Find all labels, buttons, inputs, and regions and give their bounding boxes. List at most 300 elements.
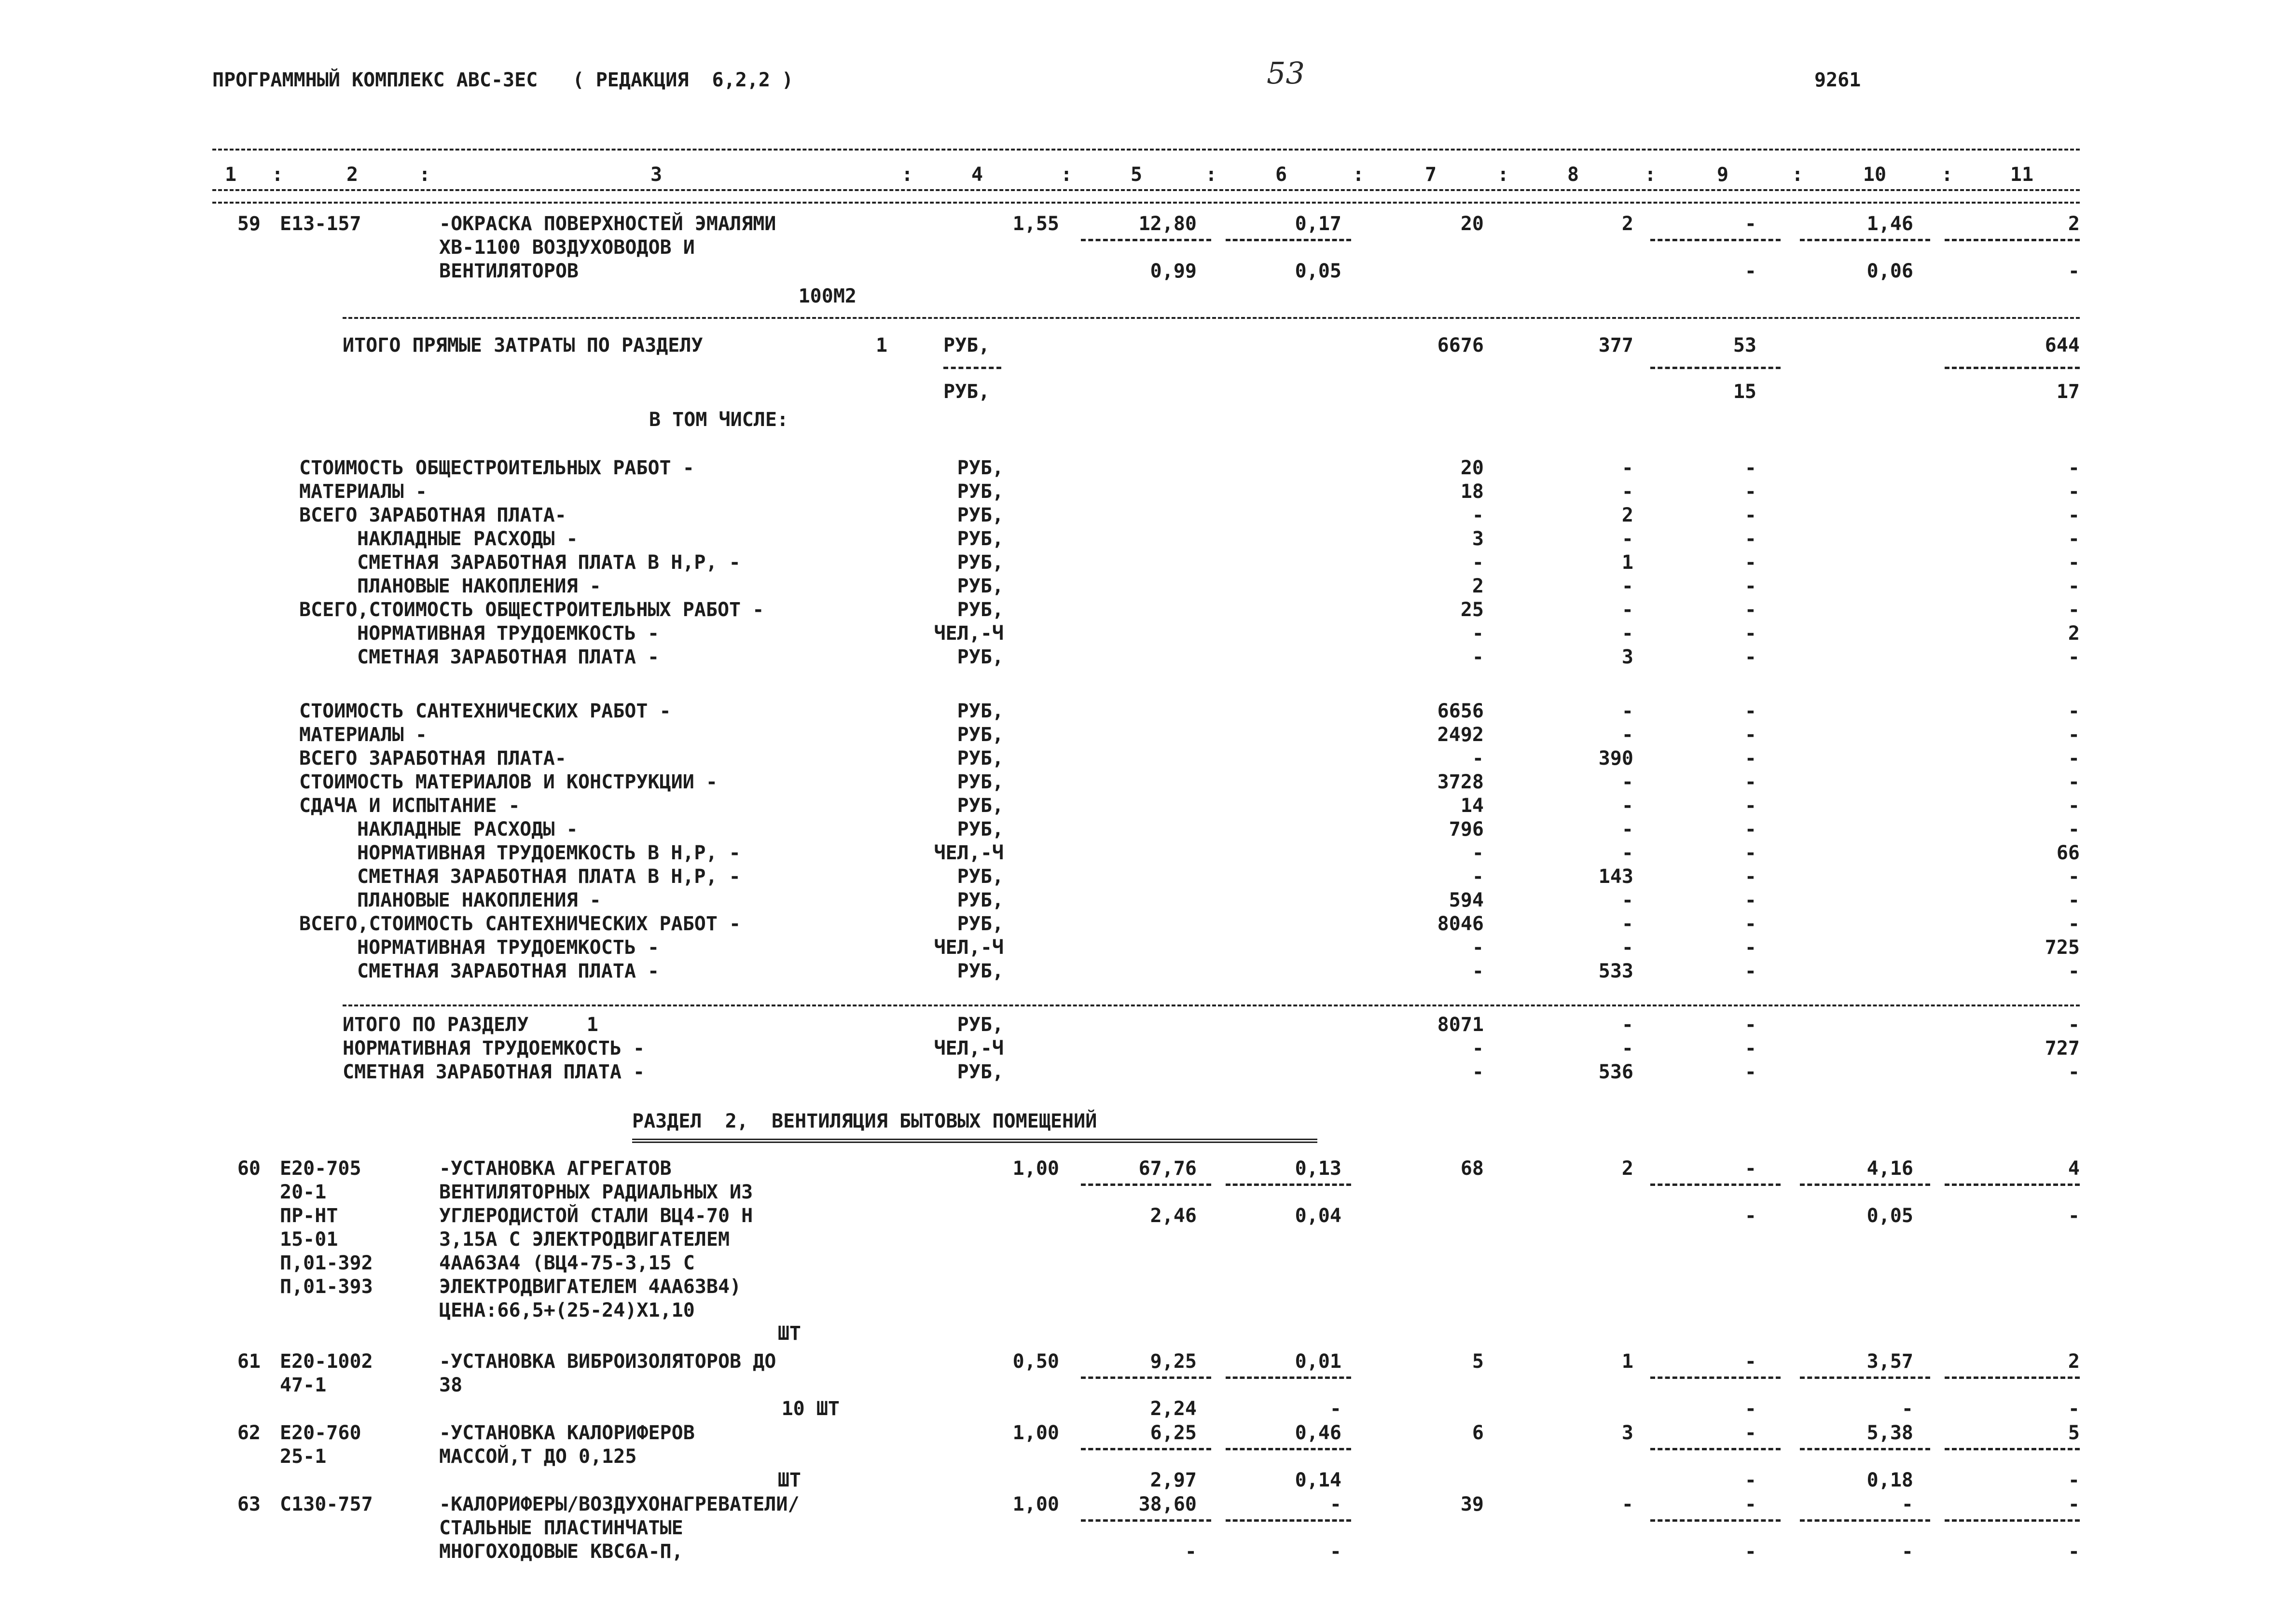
item-c11-upper: 4 [2068, 1157, 2080, 1180]
column-header-5: 5 [1130, 164, 1143, 186]
summary-c11: - [2068, 481, 2080, 503]
summary-unit: РУБ, [957, 818, 1004, 840]
summary-c11: - [2068, 818, 2080, 840]
summary-label: НАКЛАДНЫЕ РАСХОДЫ - [357, 528, 578, 550]
item-c8: - [1621, 1493, 1633, 1515]
summary-unit: РУБ, [957, 700, 1004, 722]
summary-label: СТОИМОСТЬ ОБЩЕСТРОИТЕЛЬНЫХ РАБОТ - [299, 457, 694, 479]
item-c6-lower: - [1329, 1541, 1341, 1563]
item-c6-upper: - [1329, 1493, 1341, 1515]
section-total-c8: 536 [1598, 1061, 1633, 1083]
total-direct-c11-lower: 17 [2056, 381, 2080, 403]
summary-c8: - [1621, 622, 1633, 645]
item-c5-lower: - [1185, 1541, 1197, 1563]
item-description: -КАЛОРИФЕРЫ/ВОЗДУХОНАГРЕВАТЕЛИ/ [439, 1493, 800, 1515]
summary-unit: РУБ, [957, 551, 1004, 574]
summary-label: МАТЕРИАЛЫ - [299, 481, 427, 503]
item-description: ЭЛЕКТРОДВИГАТЕЛЕМ 4АА63В4) [439, 1276, 742, 1298]
item-quantity: 1,00 [1012, 1422, 1059, 1444]
summary-label: ВСЕГО,СТОИМОСТЬ САНТЕХНИЧЕСКИХ РАБОТ - [299, 913, 741, 935]
item-c10-upper: 3,57 [1866, 1350, 1913, 1373]
item-code: П,01-392 [280, 1252, 373, 1274]
section-total-c7: - [1472, 1037, 1484, 1060]
summary-c7: - [1472, 622, 1484, 645]
item-c11-lower: - [2068, 1398, 2080, 1420]
summary-c8: - [1621, 795, 1633, 817]
summary-unit: РУБ, [957, 599, 1004, 621]
column-separator: : [1497, 164, 1509, 186]
column-header-1: 1 [224, 164, 237, 186]
summary-c11: - [2068, 457, 2080, 479]
summary-unit: РУБ, [957, 504, 1004, 526]
item-c6-upper: 0,13 [1295, 1157, 1341, 1180]
item-c10-lower: - [1901, 1398, 1913, 1420]
item-subrule-c6 [1226, 239, 1351, 241]
item-subrule-c10 [1800, 1376, 1930, 1379]
summary-unit: РУБ, [957, 646, 1004, 668]
summary-c9: - [1744, 700, 1756, 722]
item-description: СТАЛЬНЫЕ ПЛАСТИНЧАТЫЕ [439, 1517, 683, 1539]
item-number: 60 [237, 1157, 261, 1180]
summary-label: ВСЕГО,СТОИМОСТЬ ОБЩЕСТРОИТЕЛЬНЫХ РАБОТ - [299, 599, 764, 621]
item-description: 3,15А С ЭЛЕКТРОДВИГАТЕЛЕМ [439, 1228, 730, 1251]
item-c7: 20 [1460, 213, 1484, 235]
summary-c11: 725 [2045, 936, 2080, 959]
summary-c9: - [1744, 575, 1756, 597]
summary-c7: - [1472, 866, 1484, 888]
item-c11-upper: - [2068, 1493, 2080, 1515]
document-code: 9261 [1814, 69, 1861, 91]
section-total-c8: - [1621, 1037, 1633, 1060]
summary-c11: - [2068, 866, 2080, 888]
section-total-c9: - [1744, 1014, 1756, 1036]
item-subrule-c10 [1800, 1519, 1930, 1522]
summary-c8: - [1621, 528, 1633, 550]
item-number: 59 [237, 213, 261, 235]
summary-unit: РУБ, [957, 771, 1004, 793]
column-separator: : [1941, 164, 1953, 186]
item-c6-lower: 0,04 [1295, 1205, 1341, 1227]
item-c10-lower: 0,05 [1866, 1205, 1913, 1227]
column-separator: : [1061, 164, 1073, 186]
total-c11-rule [1945, 367, 2080, 369]
summary-c9: - [1744, 747, 1756, 770]
item-subrule-c10 [1800, 1184, 1930, 1186]
summary-c7: 3728 [1437, 771, 1484, 793]
program-header: ПРОГРАММНЫЙ КОМПЛЕКС АВС-ЗЕС ( РЕДАКЦИЯ 6,2,2 ) [212, 69, 794, 91]
item-c6-lower: - [1329, 1398, 1341, 1420]
summary-c9: - [1744, 481, 1756, 503]
summary-c9: - [1744, 724, 1756, 746]
item-quantity: 1,00 [1012, 1157, 1059, 1180]
summary-unit: РУБ, [957, 747, 1004, 770]
total-unit-rule [943, 367, 1001, 369]
summary-c8: - [1621, 771, 1633, 793]
item-subrule-c6 [1226, 1376, 1351, 1379]
item-c6-upper: 0,01 [1295, 1350, 1341, 1373]
item-c10-upper: 5,38 [1866, 1422, 1913, 1444]
item-c9-upper: - [1744, 1422, 1756, 1444]
item-description: ЦЕНА:66,5+(25-24)Х1,10 [439, 1299, 695, 1321]
item-subrule-c11 [1945, 1448, 2080, 1450]
summary-c7: - [1472, 504, 1484, 526]
item-code: 47-1 [280, 1374, 327, 1396]
section-total-label: НОРМАТИВНАЯ ТРУДОЕМКОСТЬ - [343, 1037, 645, 1060]
top-rule [212, 149, 2080, 151]
item-c9-lower: - [1744, 1205, 1756, 1227]
total-c9-rule [1650, 367, 1781, 369]
summary-c8: - [1621, 481, 1633, 503]
section-total-unit: РУБ, [957, 1061, 1004, 1083]
summary-c7: 3 [1472, 528, 1484, 550]
column-header-8: 8 [1567, 164, 1579, 186]
section-total-unit: ЧЕЛ,-Ч [934, 1037, 1004, 1060]
item-c11-lower: - [2068, 260, 2080, 282]
item-description: 4АА63А4 (ВЦ4-75-3,15 С [439, 1252, 695, 1274]
item-subrule-c10 [1800, 239, 1930, 241]
item-c9-lower: - [1744, 260, 1756, 282]
summary-c9: - [1744, 960, 1756, 982]
item-subrule-c9 [1650, 1184, 1781, 1186]
item-code: 25-1 [280, 1445, 327, 1468]
item-c8: 2 [1621, 213, 1633, 235]
section-total-label: ИТОГО ПО РАЗДЕЛУ 1 [343, 1014, 598, 1036]
item-description: ВЕНТИЛЯТОРНЫХ РАДИАЛЬНЫХ ИЗ [439, 1181, 753, 1203]
item-c11-upper: 2 [2068, 213, 2080, 235]
summary-unit: РУБ, [957, 913, 1004, 935]
section-total-c9: - [1744, 1037, 1756, 1060]
summary-label: ПЛАНОВЫЕ НАКОПЛЕНИЯ - [357, 575, 601, 597]
section-2-title: РАЗДЕЛ 2, ВЕНТИЛЯЦИЯ БЫТОВЫХ ПОМЕЩЕНИЙ [632, 1110, 1097, 1132]
item-description: ВЕНТИЛЯТОРОВ [439, 260, 579, 282]
item-subrule-c9 [1650, 239, 1781, 241]
summary-c7: 2492 [1437, 724, 1484, 746]
item-c9-lower: - [1744, 1398, 1756, 1420]
total-direct-c9: 53 [1733, 334, 1756, 357]
item-subrule-c6 [1226, 1184, 1351, 1186]
item-subrule-c6 [1226, 1448, 1351, 1450]
summary-label: СТОИМОСТЬ МАТЕРИАЛОВ И КОНСТРУКЦИИ - [299, 771, 718, 793]
item-code: Е20-760 [280, 1422, 361, 1444]
summary-c8: - [1621, 457, 1633, 479]
summary-label: ВСЕГО ЗАРАБОТНАЯ ПЛАТА- [299, 504, 567, 526]
summary-unit: РУБ, [957, 528, 1004, 550]
summary-c7: 2 [1472, 575, 1484, 597]
item-c11-lower: - [2068, 1205, 2080, 1227]
summary-unit: РУБ, [957, 866, 1004, 888]
summary-c8: - [1621, 913, 1633, 935]
summary-c11: - [2068, 795, 2080, 817]
summary-unit: РУБ, [957, 724, 1004, 746]
summary-c8: - [1621, 842, 1633, 864]
summary-c7: - [1472, 936, 1484, 959]
summary-label: СТОИМОСТЬ САНТЕХНИЧЕСКИХ РАБОТ - [299, 700, 671, 722]
column-header-2: 2 [346, 164, 359, 186]
summary-unit: ЧЕЛ,-Ч [934, 622, 1004, 645]
summary-c11: - [2068, 771, 2080, 793]
item-description: -ОКРАСКА ПОВЕРХНОСТЕЙ ЭМАЛЯМИ [439, 213, 776, 235]
total-direct-c9-lower: 15 [1733, 381, 1756, 403]
item-subrule-c5 [1081, 239, 1211, 241]
summary-label: СМЕТНАЯ ЗАРАБОТНАЯ ПЛАТА В Н,Р, - [357, 866, 741, 888]
column-separator: : [1792, 164, 1804, 186]
item-subrule-c11 [1945, 1519, 2080, 1522]
item-code: П,01-393 [280, 1276, 373, 1298]
section-total-c11: - [2068, 1014, 2080, 1036]
summary-unit: РУБ, [957, 960, 1004, 982]
section-total-unit: РУБ, [957, 1014, 1004, 1036]
item-code: 15-01 [280, 1228, 338, 1251]
summary-c9: - [1744, 457, 1756, 479]
item-quantity: 1,00 [1012, 1493, 1059, 1515]
item-subrule-c5 [1081, 1519, 1211, 1522]
item-c10-upper: 1,46 [1866, 213, 1913, 235]
summary-c8: - [1621, 700, 1633, 722]
summary-label: НАКЛАДНЫЕ РАСХОДЫ - [357, 818, 578, 840]
item-c5-lower: 2,97 [1150, 1469, 1197, 1491]
column-header-7: 7 [1424, 164, 1437, 186]
column-separator: : [1644, 164, 1657, 186]
summary-c11: - [2068, 575, 2080, 597]
item-c7: 6 [1472, 1422, 1484, 1444]
column-separator: : [272, 164, 284, 186]
item-subrule-c11 [1945, 1184, 2080, 1186]
column-header-3: 3 [650, 164, 663, 186]
item-description: МНОГОХОДОВЫЕ КВС6А-П, [439, 1541, 683, 1563]
item-quantity: 1,55 [1012, 213, 1059, 235]
item-c9-upper: - [1744, 1350, 1756, 1373]
item-number: 63 [237, 1493, 261, 1515]
item-c9-upper: - [1744, 1157, 1756, 1180]
summary-c7: - [1472, 551, 1484, 574]
summary-c11: 2 [2068, 622, 2080, 645]
summary-unit: РУБ, [957, 575, 1004, 597]
summary-c7: - [1472, 646, 1484, 668]
handwritten-page-number: 53 [1267, 55, 1305, 91]
summary-c11: - [2068, 551, 2080, 574]
item-description: -УСТАНОВКА ВИБРОИЗОЛЯТОРОВ ДО [439, 1350, 776, 1373]
summary-unit: РУБ, [957, 481, 1004, 503]
item-c5-upper: 9,25 [1150, 1350, 1197, 1373]
item-c9-lower: - [1744, 1469, 1756, 1491]
item-c6-lower: 0,14 [1295, 1469, 1341, 1491]
column-separator: : [901, 164, 913, 186]
summary-c7: 20 [1460, 457, 1484, 479]
summary-c8: - [1621, 889, 1633, 911]
summary-label: СДАЧА И ИСПЫТАНИЕ - [299, 795, 520, 817]
item-subrule-c6 [1226, 1519, 1351, 1522]
summary-c9: - [1744, 599, 1756, 621]
summary-c7: 6656 [1437, 700, 1484, 722]
summary-label: ПЛАНОВЫЕ НАКОПЛЕНИЯ - [357, 889, 601, 911]
total-direct-c11: 644 [2045, 334, 2080, 357]
summary-c8: 533 [1598, 960, 1633, 982]
item-c10-upper: 4,16 [1866, 1157, 1913, 1180]
item-description: -УСТАНОВКА КАЛОРИФЕРОВ [439, 1422, 695, 1444]
item-c6-upper: 0,46 [1295, 1422, 1341, 1444]
section-total-c11: - [2068, 1061, 2080, 1083]
total-direct-unit-lower: РУБ, [943, 381, 990, 403]
summary-c7: - [1472, 842, 1484, 864]
section-total-label: СМЕТНАЯ ЗАРАБОТНАЯ ПЛАТА - [343, 1061, 645, 1083]
column-header-9: 9 [1716, 164, 1729, 186]
item-c5-upper: 67,76 [1138, 1157, 1197, 1180]
summary-unit: ЧЕЛ,-Ч [934, 842, 1004, 864]
item-code: 20-1 [280, 1181, 327, 1203]
total-direct-label: ИТОГО ПРЯМЫЕ ЗАТРАТЫ ПО РАЗДЕЛУ [343, 334, 703, 357]
section-total-rule [343, 1005, 2080, 1006]
summary-c9: - [1744, 795, 1756, 817]
summary-c9: - [1744, 913, 1756, 935]
summary-c9: - [1744, 551, 1756, 574]
item-c5-upper: 6,25 [1150, 1422, 1197, 1444]
item-c7: 68 [1460, 1157, 1484, 1180]
summary-c9: - [1744, 866, 1756, 888]
header-rule-lower [212, 202, 2080, 204]
item-c5-lower: 0,99 [1150, 260, 1197, 282]
summary-c7: - [1472, 747, 1484, 770]
item-description: МАССОЙ,Т ДО 0,125 [439, 1445, 637, 1468]
item-c5-upper: 38,60 [1138, 1493, 1197, 1515]
summary-c11: - [2068, 724, 2080, 746]
summary-c8: - [1621, 575, 1633, 597]
summary-c9: - [1744, 818, 1756, 840]
item-c9-upper: - [1744, 213, 1756, 235]
item-c9-upper: - [1744, 1493, 1756, 1515]
item-subrule-c9 [1650, 1519, 1781, 1522]
summary-c7: 796 [1449, 818, 1484, 840]
item-c5-upper: 12,80 [1138, 213, 1197, 235]
item-62-extra-rule-c5 [1081, 1448, 1211, 1450]
item-c11-lower: - [2068, 1469, 2080, 1491]
summary-c8: 3 [1621, 646, 1633, 668]
summary-c9: - [1744, 936, 1756, 959]
summary-c11: - [2068, 599, 2080, 621]
item-number: 62 [237, 1422, 261, 1444]
summary-label: НОРМАТИВНАЯ ТРУДОЕМКОСТЬ В Н,Р, - [357, 842, 741, 864]
item-description: -УСТАНОВКА АГРЕГАТОВ [439, 1157, 672, 1180]
summary-unit: ЧЕЛ,-Ч [934, 936, 1004, 959]
item-subrule-c5 [1081, 1184, 1211, 1186]
column-separator: : [1205, 164, 1217, 186]
item-number: 61 [237, 1350, 261, 1373]
summary-c11: - [2068, 646, 2080, 668]
summary-c8: 2 [1621, 504, 1633, 526]
summary-c11: - [2068, 747, 2080, 770]
summary-label: НОРМАТИВНАЯ ТРУДОЕМКОСТЬ - [357, 622, 660, 645]
item-c10-lower: - [1901, 1541, 1913, 1563]
section-total-c7: - [1472, 1061, 1484, 1083]
section-total-c8: - [1621, 1014, 1633, 1036]
item-unit: ШТ [777, 1469, 801, 1491]
summary-c9: - [1744, 646, 1756, 668]
summary-c11: - [2068, 700, 2080, 722]
summary-c7: 25 [1460, 599, 1484, 621]
item-code: Е13-157 [280, 213, 361, 235]
summary-c7: 14 [1460, 795, 1484, 817]
item-subrule-c11 [1945, 239, 2080, 241]
total-direct-unit: РУБ, [943, 334, 990, 357]
summary-c9: - [1744, 842, 1756, 864]
summary-unit: РУБ, [957, 889, 1004, 911]
summary-c7: - [1472, 960, 1484, 982]
summary-label: СМЕТНАЯ ЗАРАБОТНАЯ ПЛАТА - [357, 960, 660, 982]
summary-c8: 1 [1621, 551, 1633, 574]
item-c11-upper: 2 [2068, 1350, 2080, 1373]
item-code: Е20-1002 [280, 1350, 373, 1373]
summary-c8: - [1621, 818, 1633, 840]
item-c6-upper: 0,17 [1295, 213, 1341, 235]
item-subrule-c11 [1945, 1376, 2080, 1379]
summary-c8: - [1621, 599, 1633, 621]
item-description: УГЛЕРОДИСТОЙ СТАЛИ ВЦ4-70 Н [439, 1205, 753, 1227]
item-c8: 2 [1621, 1157, 1633, 1180]
item-unit: ШТ [777, 1322, 801, 1345]
item-c8: 1 [1621, 1350, 1633, 1373]
summary-c9: - [1744, 504, 1756, 526]
column-separator: : [1353, 164, 1365, 186]
item-unit: 10 ШТ [781, 1398, 840, 1420]
item-c11-upper: 5 [2068, 1422, 2080, 1444]
summary-c11: - [2068, 913, 2080, 935]
summary-c7: 18 [1460, 481, 1484, 503]
item-c5-lower: 2,24 [1150, 1398, 1197, 1420]
item-description: ХВ-1100 ВОЗДУХОВОДОВ И [439, 236, 695, 259]
summary-c7: 8046 [1437, 913, 1484, 935]
summary-label: ВСЕГО ЗАРАБОТНАЯ ПЛАТА- [299, 747, 567, 770]
summary-c11: - [2068, 504, 2080, 526]
summary-c7: 594 [1449, 889, 1484, 911]
item-c10-upper: - [1901, 1493, 1913, 1515]
item-code: С130-757 [280, 1493, 373, 1515]
summary-c11: - [2068, 960, 2080, 982]
summary-c11: - [2068, 528, 2080, 550]
summary-unit: РУБ, [957, 457, 1004, 479]
item-c8: 3 [1621, 1422, 1633, 1444]
item-subrule-c9 [1650, 1448, 1781, 1450]
summary-c8: 390 [1598, 747, 1633, 770]
section-total-c9: - [1744, 1061, 1756, 1083]
item-description: 38 [439, 1374, 463, 1396]
summary-label: СМЕТНАЯ ЗАРАБОТНАЯ ПЛАТА - [357, 646, 660, 668]
column-header-4: 4 [971, 164, 983, 186]
item-unit: 100М2 [798, 285, 857, 307]
item-subrule-c5 [1081, 1376, 1211, 1379]
item-subrule-c9 [1650, 1376, 1781, 1379]
item-c7: 5 [1472, 1350, 1484, 1373]
item-c11-lower: - [2068, 1541, 2080, 1563]
item-quantity: 0,50 [1012, 1350, 1059, 1373]
item-c9-lower: - [1744, 1541, 1756, 1563]
summary-c9: - [1744, 889, 1756, 911]
summary-c11: - [2068, 889, 2080, 911]
item-code: Е20-705 [280, 1157, 361, 1180]
summary-c9: - [1744, 622, 1756, 645]
item-c7: 39 [1460, 1493, 1484, 1515]
item-c6-lower: 0,05 [1295, 260, 1341, 282]
section-total-c11: 727 [2045, 1037, 2080, 1060]
including-label: В ТОМ ЧИСЛЕ: [649, 409, 788, 431]
item-subrule-c10 [1800, 1448, 1930, 1450]
item-c10-lower: 0,18 [1866, 1469, 1913, 1491]
item-code: ПР-НТ [280, 1205, 338, 1227]
summary-label: НОРМАТИВНАЯ ТРУДОЕМКОСТЬ - [357, 936, 660, 959]
column-header-6: 6 [1275, 164, 1287, 186]
total-direct-section: 1 [876, 334, 888, 357]
summary-label: МАТЕРИАЛЫ - [299, 724, 427, 746]
column-header-10: 10 [1863, 164, 1887, 186]
item-c10-lower: 0,06 [1866, 260, 1913, 282]
